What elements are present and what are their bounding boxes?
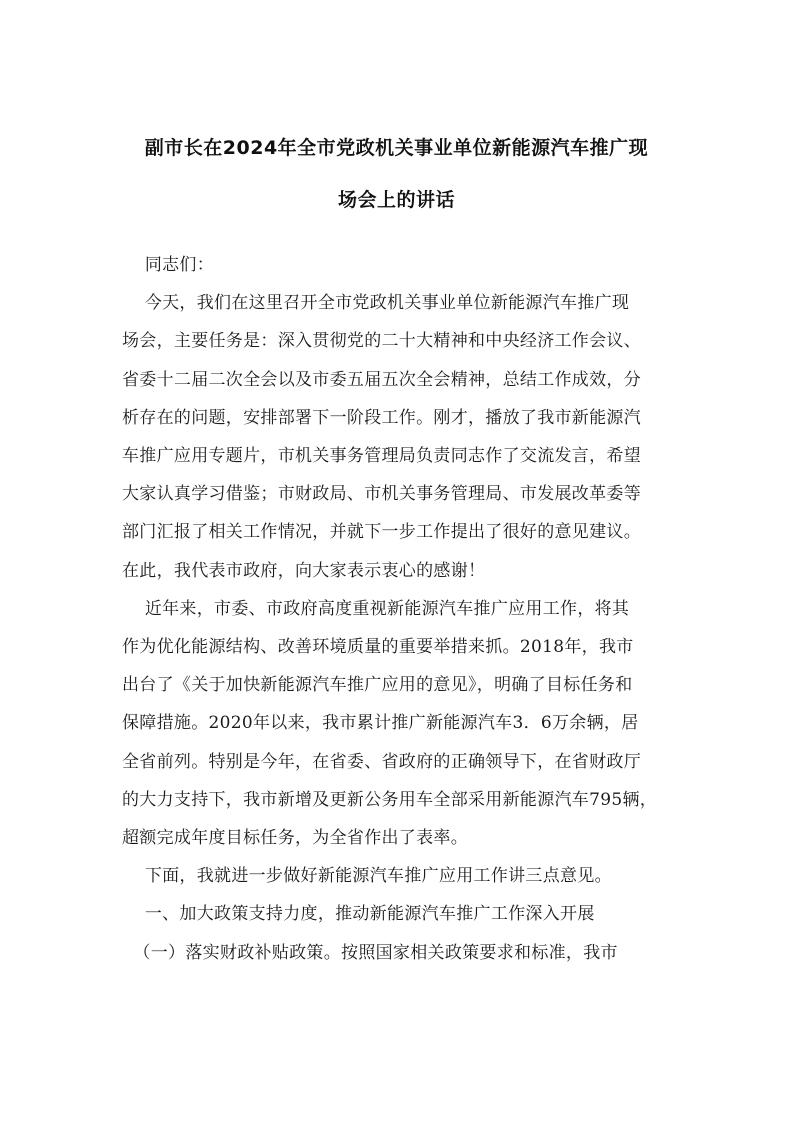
document-title-line-2: 场会上的讲话 xyxy=(337,189,455,211)
paragraph-opening: 今天，我们在这里召开全市党政机关事业单位新能源汽车推广现 场会，主要任务是：深入贯彻党的二十大精神和中央经济工作会议、 省委十二届二次全会以及市委五届五次全会精神，总结工作成效，分 析存在的问题，安排部署下一阶段工作。刚才，播放了我市新能源汽 车推广应用专题片，市机关事务管理局负责同志作了交流发言，希望 大家认真学习借鉴；市财政局、市机关事务管理局、市发展改革委等 部门汇报了相关工作情况，并就下一步工作提出了很好的意见建议。 在此，我代表市政府，向大家表示衷心的感谢！ xyxy=(122,293,641,581)
subsection-heading-1-1: （一）落实财政补贴政策。按照国家相关政策要求和标准，我市 xyxy=(122,942,618,963)
section-heading-1: 一、加大政策支持力度，推动新能源汽车推广工作深入开展 xyxy=(122,904,595,925)
paragraph-transition: 下面，我就进一步做好新能源汽车推广应用工作讲三点意见。 xyxy=(122,866,612,887)
paragraph-achievements: 近年来，市委、市政府高度重视新能源汽车推广应用工作，将其 作为优化能源结构、改善环境质量的重要举措来抓。2018年，我市 出台了《关于加快新能源汽车推广应用的意见》，明确了目标任务和 保障措施。2020年以来，我市累计推广新能源汽车3．6万余辆，居 全省前列。特别是今年，在省委、省政府的正确领导下，在省财政厅 的大力支持下，我市新增及更新公务用车全部采用新能源汽车795辆， 超额完成年度目标任务，为全省作出了表率。 xyxy=(122,598,658,849)
document-body xyxy=(122,246,682,972)
paragraph-salutation: 同志们： xyxy=(122,255,215,275)
document-title-line-1: 副市长在2024年全市党政机关事业单位新能源汽车推广现 xyxy=(144,137,649,159)
